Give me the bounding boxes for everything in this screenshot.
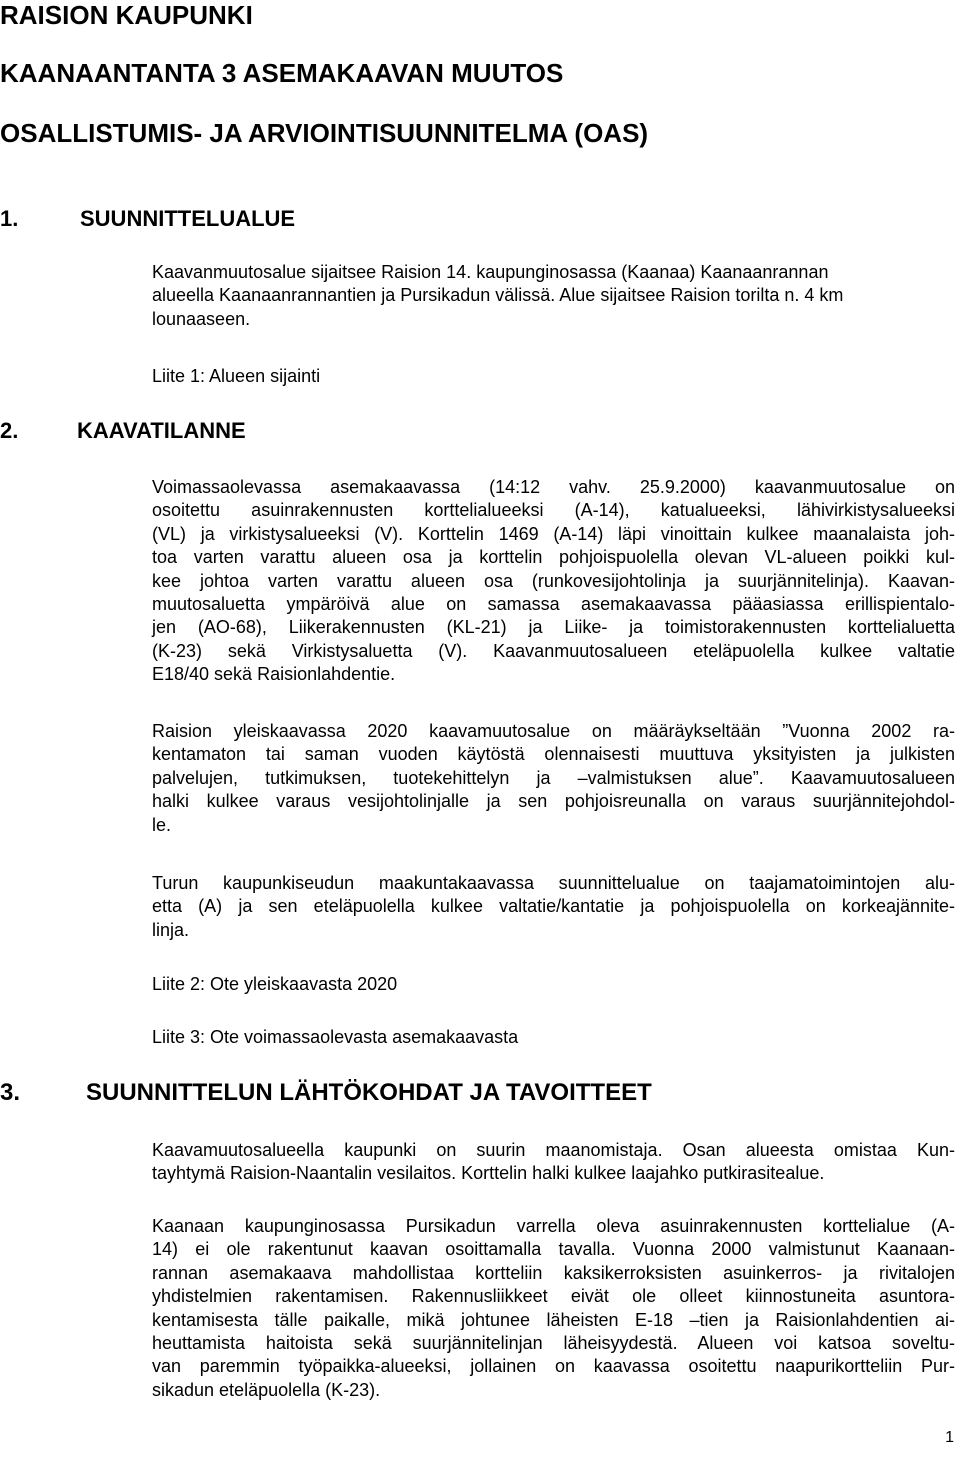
- section-2-paragraph-2: [152, 720, 955, 837]
- text-line: alueella Kaanaanrannantien ja Pursikadun välissä. Alue sijaitsee Raision torilta n. 4 km: [152, 285, 844, 306]
- text-line: osoitettu asuinrakennusten korttelialueeksi (A-14), katualueeksi, lähivirkistysalueeksi: [152, 500, 955, 521]
- document-type-title: OSALLISTUMIS- JA ARVIOINTISUUNNITELMA (OAS): [0, 118, 649, 148]
- text-line: toa varten varattu alueen osa ja korttelin pohjoispuolella olevan VL-alueen poikki kul-: [152, 547, 955, 568]
- text-line: linja.: [152, 919, 190, 940]
- text-line: tayhtymä Raision-Naantalin vesilaitos. Korttelin halki kulkee laajahko putkirasitealue.: [152, 1163, 825, 1184]
- appendix-3-reference: [152, 1026, 955, 1049]
- page-number: 1: [945, 1429, 954, 1446]
- text-line: kentamaton tai saman vuoden käytöstä olennaisesti muuttuva yksityisten ja julkisten: [152, 744, 955, 765]
- section-2-number: 2.: [0, 418, 19, 443]
- text-line: le.: [152, 814, 172, 835]
- appendix-2-reference: [152, 973, 955, 996]
- section-3-paragraph-2: [152, 1215, 955, 1402]
- section-2-paragraph-3: [152, 872, 955, 942]
- appendix-1-reference: [152, 365, 955, 388]
- text-line: Liite 3: Ote voimassaolevasta asemakaavasta: [152, 1027, 519, 1047]
- text-line: Liite 2: Ote yleiskaavasta 2020: [152, 974, 398, 994]
- text-line: yhdistelmien rakentamisen. Rakennusliikkeet eivät ole olleet kiinnostuneita asuntora-: [152, 1286, 955, 1307]
- text-line: kentamisesta tälle paikalle, mikä johtunee läheisten E-18 –tien ja Raisionlahdentien ai-: [152, 1309, 955, 1330]
- plan-name-title: KAANAANTANTA 3 ASEMAKAAVAN MUUTOS: [0, 58, 564, 88]
- municipality-title: RAISION KAUPUNKI: [0, 0, 253, 30]
- text-line: (K-23) sekä Virkistysaluetta (V). Kaavanmuutosalueen eteläpuolella kulkee valtatie: [152, 640, 955, 661]
- section-2-title: KAAVATILANNE: [77, 418, 246, 443]
- text-line: 14) ei ole rakentunut kaavan osoittamalla tavalla. Vuonna 2000 valmistunut Kaanaan-: [152, 1239, 955, 1260]
- section-1-paragraph-1: [152, 261, 955, 331]
- section-1-title: SUUNNITTELUALUE: [80, 206, 296, 231]
- section-2-paragraph-1: [152, 476, 955, 687]
- text-line: lounaaseen.: [152, 308, 251, 329]
- text-line: Voimassaolevassa asemakaavassa (14:12 vahv. 25.9.2000) kaavanmuutosalue on: [152, 477, 955, 497]
- section-1-number: 1.: [0, 206, 19, 231]
- section-3-paragraph-1: [152, 1139, 955, 1186]
- text-line: heuttamista haitoista sekä suurjännitelinjan läheisyydestä. Alueen voi katsoa soveltu-: [152, 1333, 955, 1354]
- text-line: rannan asemakaava mahdollistaa kortteliin kaksikerroksisten asuinkerros- ja rivitalojen: [152, 1262, 955, 1283]
- text-line: Liite 1: Alueen sijainti: [152, 366, 321, 386]
- text-line: palvelujen, tutkimuksen, tuotekehittelyn ja –valmistuksen alue”. Kaavamuutosalueen: [152, 767, 955, 788]
- text-line: etta (A) ja sen eteläpuolella kulkee valtatie/kantatie ja pohjoispuolella on korkeajännite-: [152, 896, 955, 917]
- text-line: E18/40 sekä Raisionlahdentie.: [152, 664, 396, 685]
- section-3-title: SUUNNITTELUN LÄHTÖKOHDAT JA TAVOITTEET: [86, 1079, 652, 1106]
- text-line: (VL) ja virkistysalueeksi (V). Korttelin 1469 (A-14) läpi vinoittain kulkee maanalaista joh-: [152, 523, 955, 544]
- text-line: Kaavamuutosalueella kaupunki on suurin maanomistaja. Osan alueesta omistaa Kun-: [152, 1140, 955, 1160]
- text-line: Kaavanmuutosalue sijaitsee Raision 14. kaupunginosassa (Kaanaa) Kaanaanrannan: [152, 262, 829, 282]
- text-line: halki kulkee varaus vesijohtolinjalle ja sen pohjoisreunalla on varaus suurjännitejohdol-: [152, 791, 955, 812]
- text-line: van paremmin työpaikka-alueeksi, jollainen on kaavassa osoitettu naapurikortteliin Pur-: [152, 1356, 955, 1377]
- section-3-number: 3.: [0, 1079, 21, 1106]
- text-line: Raision yleiskaavassa 2020 kaavamuutosalue on määräykseltään ”Vuonna 2002 ra-: [152, 721, 955, 741]
- text-line: Kaanaan kaupunginosassa Pursikadun varrella oleva asuinrakennusten korttelialue (A-: [152, 1216, 955, 1236]
- text-line: muutosaluetta ympäröivä alue on samassa asemakaavassa pääasiassa erillispientalo-: [152, 594, 955, 615]
- text-line: kee johtoa varten varattu alueen osa (runkovesijohtolinja ja suurjännitelinja). Kaavan-: [152, 570, 955, 591]
- text-line: sikadun eteläpuolella (K-23).: [152, 1379, 381, 1400]
- text-line: jen (AO-68), Liikerakennusten (KL-21) ja Liike- ja toimistorakennusten korttelialuetta: [152, 617, 955, 638]
- text-line: Turun kaupunkiseudun maakuntakaavassa suunnittelualue on taajamatoimintojen alu-: [152, 873, 955, 893]
